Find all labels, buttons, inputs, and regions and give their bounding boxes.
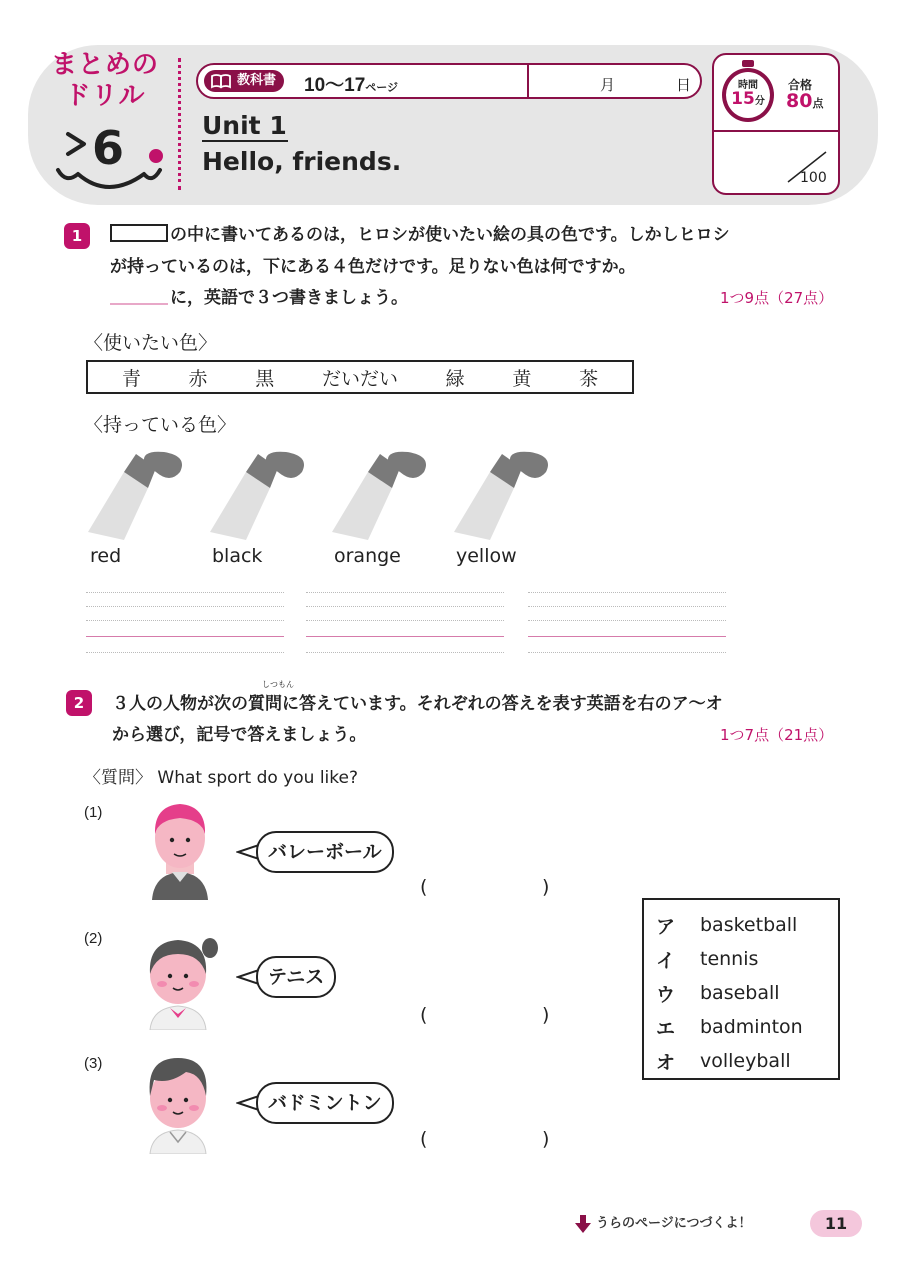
have-colors-heading: 〈持っている色〉 — [84, 414, 237, 436]
want-color: だいだい — [321, 367, 398, 390]
paint-tube-icon — [450, 450, 570, 545]
question-2-line-1 — [112, 688, 723, 720]
arrow-down-icon — [574, 1214, 592, 1234]
choice-key: イ — [656, 949, 676, 972]
q1-line3-text: に，英語で３つ書きましょう。 — [170, 288, 408, 308]
item-number: (3) — [84, 1055, 103, 1072]
choice-word: tennis — [700, 948, 759, 970]
unit-title: Unit 1 — [202, 111, 287, 140]
question-1-line-1 — [110, 219, 730, 251]
q2-line1-b: に答えています。それぞれの答えを表す英語を右のア～オ — [282, 694, 723, 714]
item-number: (2) — [84, 930, 103, 947]
question-text: What sport do you like? — [157, 768, 358, 788]
have-color-label: black — [212, 545, 263, 567]
page-number: 11 — [810, 1210, 862, 1237]
pass-label: 合格 — [788, 78, 813, 92]
textbook-label: 教科書 — [237, 73, 277, 88]
have-color-label: orange — [334, 545, 401, 567]
question-1-line-3 — [110, 282, 408, 314]
choices-box — [642, 898, 840, 1080]
furigana: しつもん — [262, 680, 294, 689]
question-1-number: 1 — [64, 223, 90, 249]
unit-subtitle: Hello, friends. — [202, 147, 402, 176]
question-2-line-2: から選び，記号で答えましょう。 — [112, 725, 367, 745]
want-color: 黒 — [255, 367, 275, 390]
paint-tube-icon — [84, 450, 204, 545]
book-icon — [210, 73, 232, 89]
answer-line-icon — [110, 287, 168, 305]
pages-value: 10～17 — [304, 75, 366, 96]
smiley-six-icon — [52, 118, 172, 198]
q1-line1-text: の中に書いてあるのは，ヒロシが使いたい絵の具の色です。しかしヒロシ — [170, 225, 730, 245]
choice-row — [656, 1010, 826, 1044]
pass-unit: 点 — [812, 97, 824, 110]
pass-value — [786, 90, 823, 112]
paren-open: ( — [420, 1128, 428, 1150]
time-label: 時間 — [738, 80, 758, 91]
header-divider — [178, 58, 181, 190]
want-color: 黄 — [512, 367, 532, 390]
choice-row — [656, 976, 826, 1010]
choice-row — [656, 908, 826, 942]
logo-line-1: まとめの — [50, 50, 159, 80]
pages-suffix: ページ — [365, 82, 399, 94]
want-color: 青 — [121, 367, 141, 390]
choice-row — [656, 942, 826, 976]
choice-key: ア — [656, 915, 676, 938]
person-girl-icon — [136, 928, 220, 1030]
pages-range — [304, 70, 398, 97]
choice-row — [656, 1044, 826, 1078]
example-box-icon — [110, 224, 168, 242]
day-field[interactable]: 日 — [676, 76, 692, 94]
question-1-line-2: が持っているのは，下にある４色だけです。足りない色は何ですか。 — [110, 257, 636, 277]
q2-line1-a: ３人の人物が次の — [112, 694, 248, 714]
choice-word: badminton — [700, 1016, 803, 1038]
answer-writing-area-1[interactable] — [86, 592, 284, 658]
question-1-points: 1つ9点（27点） — [720, 289, 834, 307]
continue-text: うらのページにつづくよ！ — [596, 1216, 752, 1231]
paint-tube-icon — [206, 450, 326, 545]
have-color-label: yellow — [456, 545, 517, 567]
choice-word: basketball — [700, 914, 798, 936]
want-colors-box — [86, 360, 634, 394]
choice-word: baseball — [700, 982, 780, 1004]
choice-key: ウ — [656, 983, 676, 1006]
want-color: 緑 — [445, 367, 465, 390]
choice-key: エ — [656, 1017, 676, 1040]
question-2-number: 2 — [66, 690, 92, 716]
paren-close: ) — [542, 1004, 550, 1026]
pass-number: 80 — [786, 90, 813, 112]
stopwatch-knob-icon — [742, 60, 754, 67]
paren-open: ( — [420, 876, 428, 898]
person-man-icon — [142, 800, 218, 900]
want-colors-heading: 〈使いたい色〉 — [84, 332, 218, 354]
speech-bubble: テニス — [256, 956, 336, 998]
time-number: 15 — [731, 89, 755, 109]
textbook-badge — [204, 70, 284, 92]
speech-bubble: バドミントン — [256, 1082, 394, 1124]
answer-writing-area-2[interactable] — [306, 592, 504, 658]
paren-open: ( — [420, 1004, 428, 1026]
answer-field[interactable] — [440, 874, 536, 902]
person-boy-icon — [136, 1050, 220, 1154]
drill-logo — [44, 50, 166, 112]
answer-field[interactable] — [440, 1002, 536, 1030]
time-unit: 分 — [754, 96, 765, 107]
answer-writing-area-3[interactable] — [528, 592, 726, 658]
score-total: 100 — [800, 170, 827, 186]
q2-ruby-base: 質問 — [248, 694, 282, 714]
want-color: 茶 — [579, 367, 599, 390]
question-prompt — [84, 763, 358, 788]
want-color: 赤 — [188, 367, 208, 390]
question-2-points: 1つ7点（21点） — [720, 726, 834, 744]
paren-close: ) — [542, 876, 550, 898]
paint-tube-icon — [328, 450, 448, 545]
month-field[interactable]: 月 — [600, 76, 616, 94]
info-divider — [527, 64, 529, 98]
score-separator — [714, 130, 838, 132]
score-entry-field[interactable] — [720, 138, 790, 188]
answer-field[interactable] — [440, 1126, 536, 1154]
logo-number: 6 — [91, 121, 125, 175]
paren-close: ) — [542, 1128, 550, 1150]
speech-bubble: バレーボール — [256, 831, 394, 873]
choice-word: volleyball — [700, 1050, 791, 1072]
choice-key: オ — [656, 1051, 676, 1074]
unit-underline — [202, 140, 288, 142]
logo-line-2: ドリル — [64, 81, 146, 111]
question-label: 〈質問〉 — [84, 768, 152, 788]
time-value — [722, 89, 774, 109]
item-number: (1) — [84, 804, 103, 821]
have-color-label: red — [90, 545, 122, 567]
